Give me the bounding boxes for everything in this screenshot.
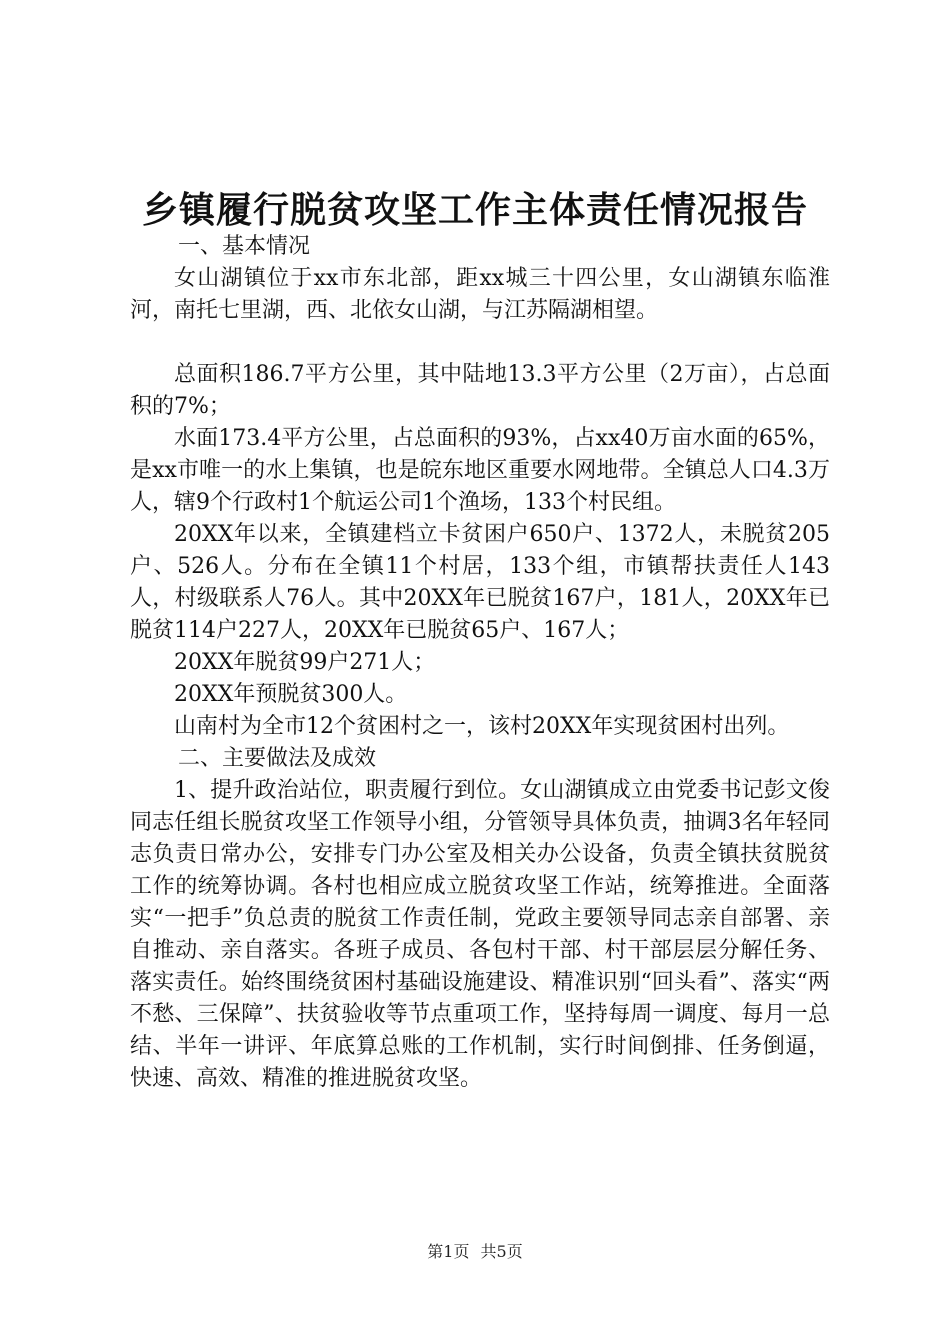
paragraph-political-stance: 1、提升政治站位，职责履行到位。女山湖镇成立由党委书记彭文俊同志任组长脱贫攻坚工作领导小组，分管领导具体负责，抽调3名年轻同志负责日常办公，安排专门办公室及相关办公设备，负责全镇扶贫脱贫工作的统筹协调。各村也相应成立脱贫攻坚工作站，统筹推进。全面落实“一把手”负总责的脱贫工作责任制，党政主要领导同志亲自部署、亲自推动、亲自落实。各班子成员、各包村干部、村干部层层分解任务、落实责任。始终围绕贫困村基础设施建设、精准识别“回头看”、落实“两不愁、三保障”、扶贫验收等节点重项工作，坚持每周一调度、每月一总结、半年一讲评、年底算总账的工作机制，实行时间倒排、任务倒逼，快速、高效、精准的推进脱贫攻坚。 xyxy=(130,778,830,1091)
paragraph-total-area: 总面积186.7平方公里，其中陆地13.3平方公里（2万亩），占总面积的7%； xyxy=(130,362,830,419)
paragraph-planned-relief: 20XX年预脱贫300人。 xyxy=(174,682,408,707)
document-title: 乡镇履行脱贫攻坚工作主体责任情况报告 xyxy=(141,189,808,231)
page-total: 共5页 xyxy=(480,1242,523,1261)
paragraph-poverty-relief-count: 20XX年脱贫99户271人； xyxy=(174,650,436,675)
page-number: 第1页 xyxy=(427,1242,470,1261)
paragraph-shannan-village: 山南村为全市12个贫困村之一，该村20XX年实现贫困村出列。 xyxy=(174,714,790,739)
paragraph-spacer xyxy=(130,327,830,359)
page-footer xyxy=(0,1240,950,1264)
paragraph-water-area: 水面173.4平方公里，占总面积的93%，占xx40万亩水面的65%，是xx市唯一的水上集镇，也是皖东地区重要水网地带。全镇总人口4.3万人，辖9个行政村1个航运公司1个渔场，133个村民组。 xyxy=(130,426,830,515)
paragraph-poverty-stats: 20XX年以来，全镇建档立卡贫困户650户、1372人，未脱贫205户、526人。分布在全镇11个村居，133个组，市镇帮扶责任人143人，村级联系人76人。其中20XX年已脱贫167户，181人，20XX年已脱贫114户227人，20XX年已脱贫65户、167人； xyxy=(130,522,830,643)
paragraph-location: 女山湖镇位于xx市东北部，距xx城三十四公里，女山湖镇东临淮河，南托七里湖，西、北依女山湖，与江苏隔湖相望。 xyxy=(130,266,830,323)
section-heading-basic-info: 一、基本情况 xyxy=(178,234,311,259)
document-body xyxy=(130,231,830,1095)
section-heading-main-measures: 二、主要做法及成效 xyxy=(178,746,377,771)
